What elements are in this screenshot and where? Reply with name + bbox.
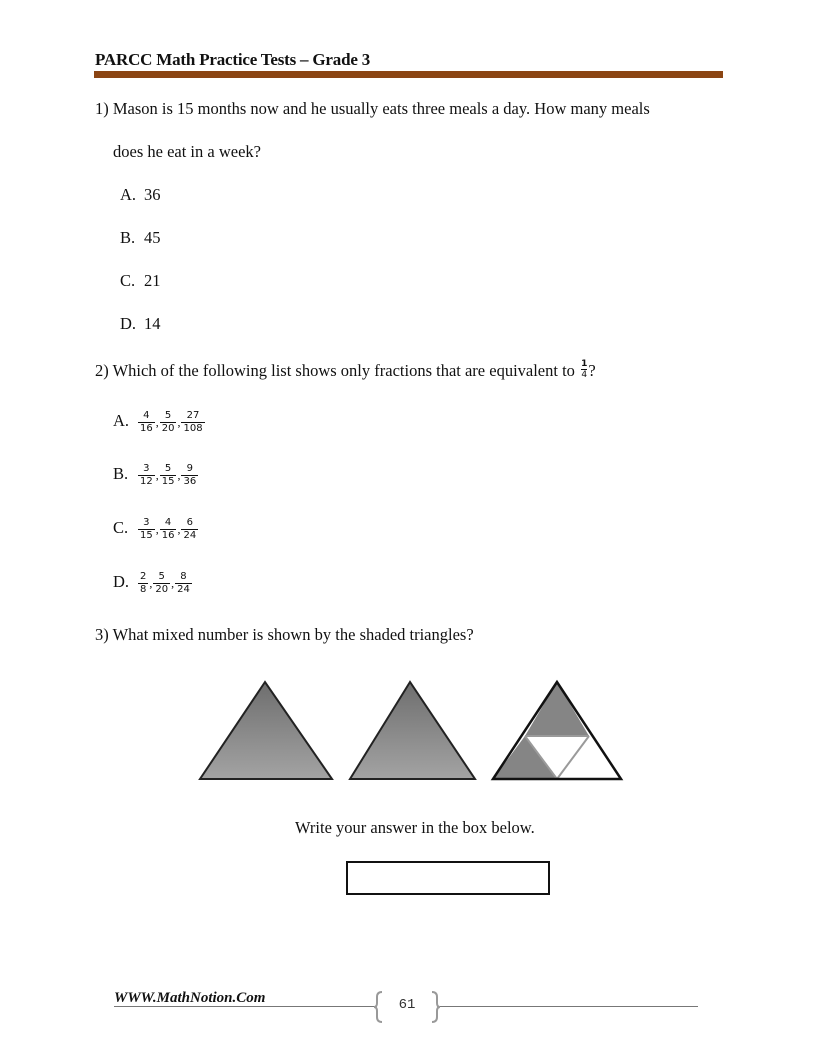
comma: ,	[155, 415, 159, 429]
numerator: 27	[181, 410, 204, 423]
numerator: 2	[140, 571, 147, 582]
fraction	[175, 571, 192, 596]
denominator: 20	[155, 584, 169, 595]
q2-choice-d	[113, 571, 193, 596]
q1-choice-d	[120, 314, 161, 334]
numerator: 8	[175, 571, 192, 584]
numerator: 6	[181, 517, 198, 530]
q2-prompt-end: ?	[588, 361, 596, 380]
q2-choice-b	[113, 463, 199, 488]
answer-input-box[interactable]	[346, 861, 550, 895]
full-triangle-2	[350, 682, 475, 779]
q1-choice-c-letter: C.	[120, 271, 136, 290]
numerator: 5	[160, 463, 177, 476]
q1-prompt-line2: does he eat in a week?	[113, 142, 261, 161]
q2-prompt-text: 2) Which of the following list shows only fractions that are equivalent to	[95, 361, 575, 380]
q2-choice-c-letter: C.	[113, 518, 129, 538]
fraction	[160, 463, 177, 488]
comma: ,	[171, 576, 175, 590]
comma: ,	[177, 522, 181, 536]
q1-choice-c	[120, 271, 161, 291]
fraction	[160, 517, 177, 542]
numerator: 4	[160, 517, 177, 530]
numerator: 5	[160, 410, 177, 423]
page-header-title: PARCC Math Practice Tests – Grade 3	[95, 50, 371, 69]
denominator: 16	[161, 530, 175, 541]
q2-choice-a-letter: A.	[113, 411, 130, 431]
comma: ,	[149, 576, 153, 590]
fraction	[181, 410, 204, 435]
denominator: 24	[183, 530, 197, 541]
fraction	[181, 517, 198, 542]
partial-triangle	[493, 682, 621, 779]
q1-choice-c-text: 21	[144, 271, 161, 290]
q2-target-numerator: 1	[581, 358, 588, 369]
denominator: 15	[161, 476, 175, 487]
q1-choice-b-text: 45	[144, 228, 161, 247]
denominator: 108	[183, 423, 203, 434]
denominator: 15	[140, 530, 153, 541]
q1-choice-a-letter: A.	[120, 185, 137, 204]
fraction	[160, 410, 177, 435]
header-rule	[94, 71, 723, 78]
shaded-triangles-figure	[195, 678, 625, 784]
top-small-triangle	[525, 682, 589, 736]
numerator: 3	[138, 517, 155, 530]
q2-choice-d-letter: D.	[113, 572, 130, 592]
comma: ,	[155, 522, 159, 536]
fraction	[153, 571, 170, 596]
denominator: 36	[183, 476, 197, 487]
fraction	[138, 571, 148, 596]
fraction	[138, 410, 155, 435]
footer-rule-left	[114, 1006, 376, 1007]
footer-website-link[interactable]: WWW.MathNotion.Com	[114, 990, 266, 1006]
q2-choice-b-letter: B.	[113, 464, 129, 484]
q2-target-fraction	[581, 359, 587, 380]
q1-choice-d-letter: D.	[120, 314, 137, 333]
denominator: 8	[140, 584, 147, 595]
page-number: 61	[398, 997, 416, 1013]
denominator: 12	[140, 476, 153, 487]
denominator: 20	[161, 423, 175, 434]
q1-choice-a	[120, 185, 161, 205]
q2-target-denominator: 4	[581, 369, 588, 380]
footer-rule-right	[440, 1006, 698, 1007]
fraction	[181, 463, 198, 488]
comma: ,	[155, 468, 159, 482]
q1-choice-b-letter: B.	[120, 228, 136, 247]
q2-choice-a	[113, 410, 206, 435]
fraction	[138, 517, 155, 542]
numerator: 9	[181, 463, 198, 476]
numerator: 3	[138, 463, 155, 476]
q3-prompt: 3) What mixed number is shown by the shaded triangles?	[95, 625, 474, 644]
page-number-container	[374, 991, 440, 1023]
numerator: 5	[153, 571, 170, 584]
q1-choice-d-text: 14	[144, 314, 161, 333]
q2-prompt	[95, 358, 596, 381]
q1-prompt-line1: 1) Mason is 15 months now and he usually eats three meals a day. How many meals	[95, 99, 650, 118]
fraction	[138, 463, 155, 488]
denominator: 16	[140, 423, 153, 434]
full-triangle-1	[200, 682, 332, 779]
q1-choice-b	[120, 228, 161, 248]
comma: ,	[177, 468, 181, 482]
q2-choice-c	[113, 517, 199, 542]
numerator: 4	[138, 410, 155, 423]
denominator: 24	[177, 584, 190, 595]
q1-choice-a-text: 36	[144, 185, 161, 204]
comma: ,	[177, 415, 181, 429]
q3-instruction: Write your answer in the box below.	[295, 818, 535, 837]
